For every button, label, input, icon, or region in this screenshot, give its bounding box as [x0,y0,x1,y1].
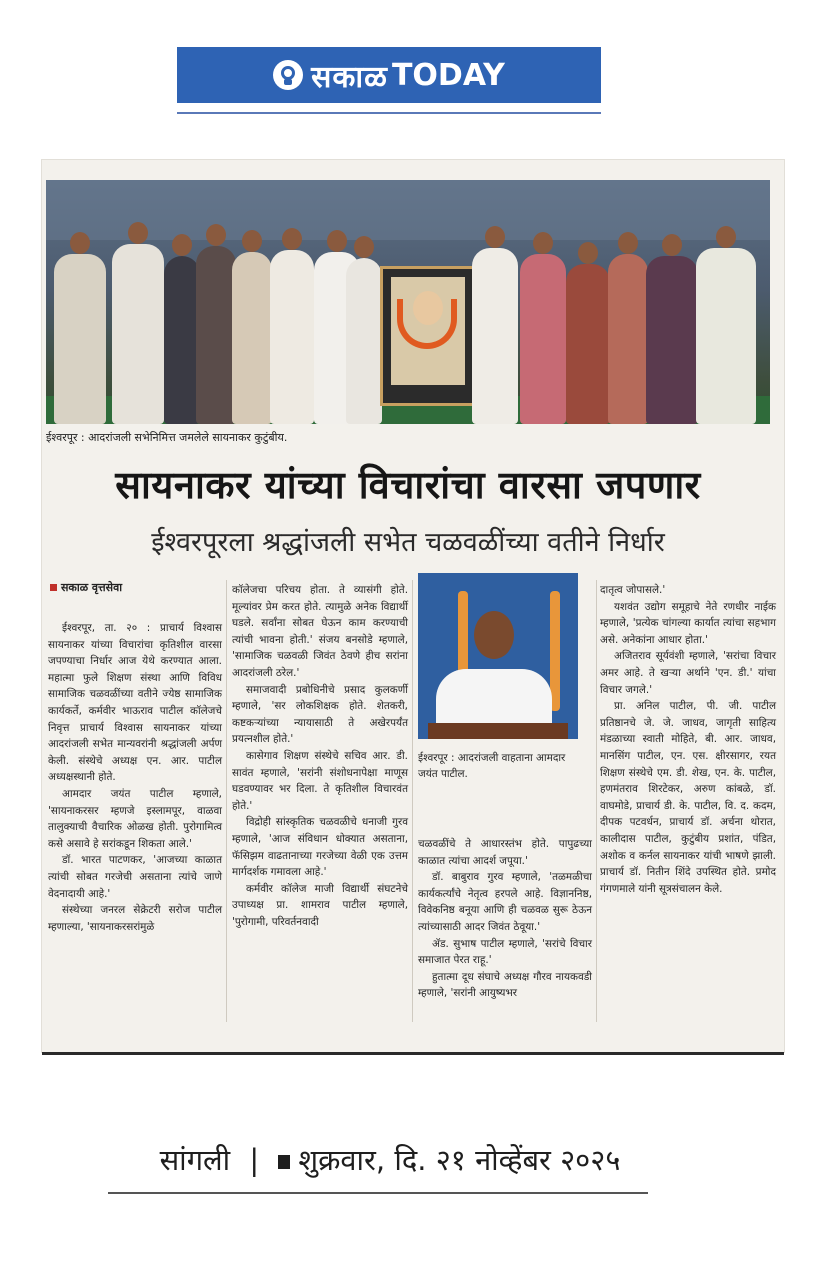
paragraph: डॉ. भारत पाटणकर, 'आजच्या काळात त्यांची सोबत गरजेची असताना त्यांचे जाणे वेदनादायी आहे.' [48,854,222,900]
column-divider [226,580,227,1022]
portrait-frame [380,266,476,406]
speaker-photo-caption: ईश्‍वरपूर : आदरांजली वाहताना आमदार जयंत पाटील. [418,752,566,780]
article-column-2 [232,582,408,930]
footer-rule [108,1192,648,1194]
paragraph: ॲड. सुभाष पाटील म्हणाले, 'सरांचे विचार समाजात पेरत राहू.' [418,937,592,967]
headline: सायनाकर यांच्या विचारांचा वारसा जपणार [115,463,701,507]
square-bullet-icon [278,1155,290,1169]
paragraph: समाजवादी प्रबोधिनीचे प्रसाद कुलकर्णी म्हणाले, 'सर लोकशिक्षक होते. शेतकरी, कष्टकऱ्यांच्या न्यायासाठी ते अखेरपर्यंत प्रयत्नशील होते.' [232,683,408,746]
article-column-4 [600,582,776,897]
edition-footer [140,1140,640,1179]
byline [50,580,122,595]
paragraph: संस्थेच्या जनरल सेक्रेटरी सरोज पाटील म्हणाल्या, 'सायनाकरसरांमुळे [48,904,222,933]
paragraph: कॉलेजचा परिचय होता. ते व्यासंगी होते. मूल्यांवर प्रेम करत होते. त्यामुळे अनेक विद्यार्थी घडले. सर्वांना सोबत घेऊन काम करण्याची त्यांची भावना होती.' संजय बनसोडे म्हणाले, 'सामाजिक चळवळी जिवंत ठेवणे हीच सरांना आदरांजली ठरेल.' [232,584,408,679]
paragraph: दातृत्व जोपासले.' [600,584,666,596]
article-column-3 [418,836,592,1002]
masthead-brand: सकाळ [311,59,388,95]
clipping-bottom-rule [42,1052,784,1055]
photo-caption: ईश्‍वरपूर : आदरांजली सभेनिमित्त जमलेले सायनाकर कुटुंबीय. [46,431,288,444]
masthead-rule [177,112,601,114]
byline-text: सकाळ वृत्तसेवा [61,581,123,594]
paragraph: चळवळींचे ते आधारस्तंभ होते. पापुढच्या काळात त्यांचा आदर्श जपूया.' [418,838,592,867]
column-divider [412,580,413,1022]
paragraph: डॉ. बाबुराव गुरव म्हणाले, 'तळमळीचा कार्यकर्त्यांचे नेतृत्व हरपले आहे. विज्ञाननिष्ठ, विवेकनिष्ठ बनूया आणि ही चळवळ सुरू ठेऊन त्यांच्यासाठी आदर जिवंत ठेवूया.' [418,871,592,933]
speaker-photo [418,573,578,739]
article-column-1 [48,620,222,935]
group-photo [46,180,770,424]
column-divider [596,580,597,1022]
edition-date: शुक्रवार, दि. २१ नोव्हेंबर २०२५ [298,1143,621,1177]
paragraph: कासेगाव शिक्षण संस्थेचे सचिव आर. डी. सावंत म्हणाले, 'सरांनी संशोधनापेक्षा माणूस घडवण्यावर भर दिला. ते कृतिशील विचारवंत होते.' [232,749,408,812]
sakal-logo-icon [273,60,303,90]
footer-separator: | [249,1143,260,1177]
subheadline: ईश्‍वरपूरला श्रद्धांजली सभेत चळवळींच्या वतीने निर्धार [151,527,665,558]
paragraph: प्रा. अनिल पाटील, पी. जी. पाटील प्रतिष्ठानचे जे. जे. जाधव, जागृती साहित्य मंडळाच्या स्वाती मोहिते, बी. आर. जाधव, मानसिंग पाटील, एन. एस. क्षीरसागर, रयत शिक्षण संस्थेचे एम. डी. शेख, एन. के. पाटील, हणमंतराव शिरटेकर, अरुण कांबळे, डॉ. वाघमोडे, प्राचार्य डी. के. पाटील, वि. द. कदम, दीपक पटवर्धन, प्राचार्य डॉ. अर्चना थोरात, कालीदास पाटील, कुटुंबीय प्रशांत, पंडित, अशोक व कर्नल सायनाकर यांची भाषणे झाली. प्राचार्य डॉ. नितीन शिंदे उपस्थित होते. प्रमोद गंगणमाले यांनी सूत्रसंचालन केले. [600,700,776,895]
paragraph: हुतात्मा दूध संघाचे अध्यक्ष गौरव नायकवडी म्हणाले, 'सरांनी आयुष्यभर [418,970,592,1000]
paragraph: आमदार जयंत पाटील म्हणाले, 'सायनाकरसर म्हणजे इस्लामपूर, वाळवा तालुक्याची वैचारिक ओळख होती. पुरोगामित्व कसे असावे हे सरांकडून शिकता आले.' [48,787,222,850]
masthead-brand-suffix: TODAY [391,57,505,93]
paragraph: विद्रोही सांस्कृतिक चळवळीचे धनाजी गुरव म्हणाले, 'आज संविधान धोक्यात असताना, फॅसिझम वाढतानाच्या गरजेच्या वेळी एक उत्तम मार्गदर्शक गमावला आहे.' [232,816,408,879]
paragraph: अजितराव सूर्यवंशी म्हणाले, 'सरांचा विचार अमर आहे. ते खऱ्या अर्थाने 'एन. डी.' यांचा विचार जगले.' [600,650,776,696]
paragraph: यशवंत उद्योग समूहाचे नेते रणधीर नाईक म्हणाले, 'प्रत्येक चांगल्या कार्यात त्यांचा सहभाग असे. अनेकांना आधार होता.' [600,600,776,646]
paragraph: कर्मवीर कॉलेज माजी विद्यार्थी संघटनेचे उपाध्यक्ष प्रा. शामराव पाटील म्हणाले, 'पुरोगामी, परिवर्तनवादी [232,882,408,928]
paragraph: ईश्‍वरपूर, ता. २० : प्राचार्य विश्‍वास सायनाकर यांच्या विचारांचा कृतिशील वारसा जपण्याचा निर्धार आज येथे करण्यात आला. महात्मा फुले शिक्षण संस्था आणि विविध सामाजिक चळवळींच्या वतीने ज्येष्ठ सामाजिक कार्यकर्ते, कर्मवीर भाऊराव पाटील कॉलेजचे निवृत्त प्राचार्य विश्‍वास सायनाकर यांच्या आदरांजली सभेत मान्यवरांनी श्रद्धांजली अर्पण केली. संस्थेचे अध्यक्ष एन. आर. पाटील अध्यक्षस्थानी होते. [48,622,222,784]
masthead [177,47,601,103]
edition-city: सांगली [159,1143,231,1177]
